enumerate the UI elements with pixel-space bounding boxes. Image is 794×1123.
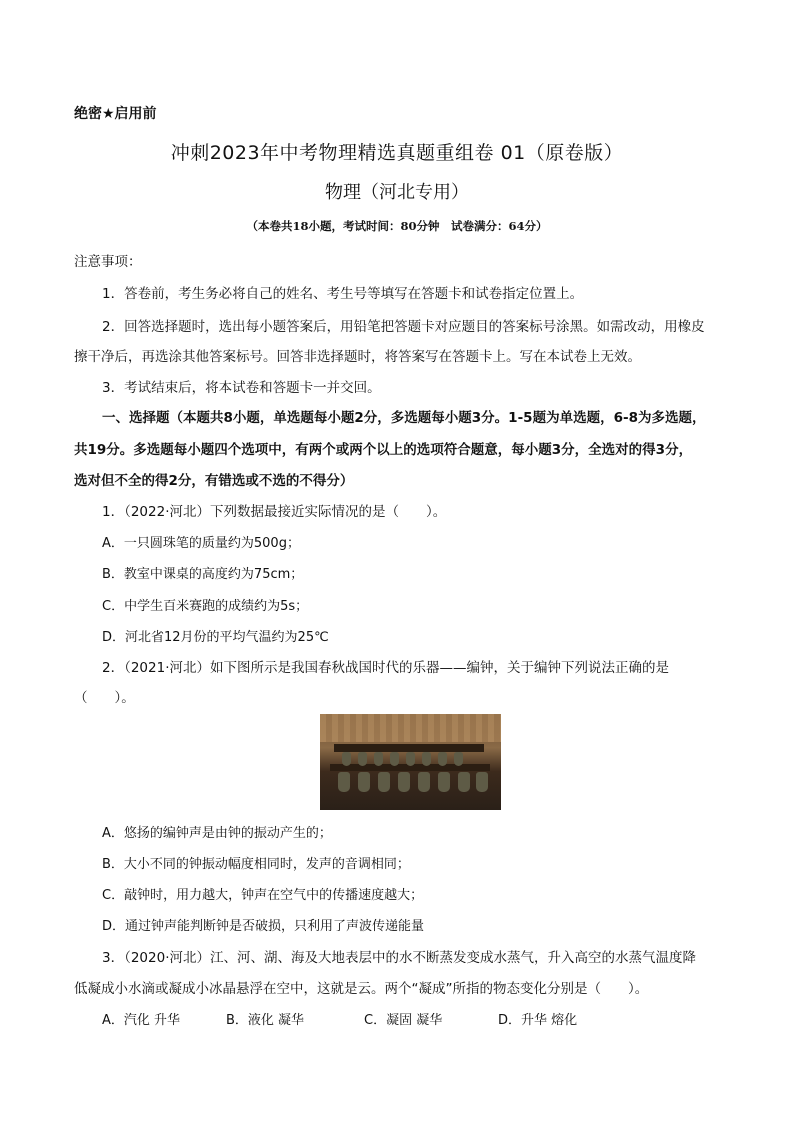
confidential-label: 绝密★启用前 — [74, 106, 157, 122]
question-1-option-d: D．河北省12月份的平均气温约为25℃ — [102, 630, 329, 645]
section-1-heading-line-2: 共19分。多选题每小题四个选项中，有两个或两个以上的选项符合题意，每小题3分，全选对的得3分， — [74, 442, 693, 458]
question-3-option-c: C．凝固 凝华 — [364, 1013, 443, 1028]
section-1-heading-line-1: 一、选择题（本题共8小题，单选题每小题2分，多选题每小题3分。1-5题为单选题，6-8为多选题， — [102, 410, 706, 426]
chime-bells-photo — [320, 714, 501, 810]
exam-subtitle: 物理（河北专用） — [325, 182, 469, 203]
notice-item-2-line-2: 擦干净后，再选涂其他答案标号。回答非选择题时，将答案写在答题卡上。写在本试卷上无效。 — [74, 349, 641, 365]
section-1-heading-line-3: 选对但不全的得2分，有错选或不选的不得分） — [74, 473, 354, 489]
question-2-stem-line-1: 2．（2021·河北）如下图所示是我国春秋战国时代的乐器——编钟，关于编钟下列说法正确的是 — [102, 660, 669, 676]
notice-item-2-line-1: 2．回答选择题时，选出每小题答案后，用铅笔把答题卡对应题目的答案标号涂黑。如需改动，用橡皮 — [102, 319, 705, 335]
question-2-option-a: A．悠扬的编钟声是由钟的振动产生的； — [102, 826, 332, 841]
question-1-option-a: A．一只圆珠笔的质量约为500g； — [102, 536, 300, 551]
question-3-option-b: B．液化 凝华 — [226, 1013, 305, 1028]
question-3-stem-line-1: 3．（2020·河北）江、河、湖、海及大地表层中的水不断蒸发变成水蒸气，升入高空的水蒸气温度降 — [102, 950, 696, 966]
notice-item-3: 3．考试结束后，将本试卷和答题卡一并交回。 — [102, 380, 381, 396]
question-1-stem: 1．（2022·河北）下列数据最接近实际情况的是（ ）。 — [102, 504, 447, 520]
question-2-stem-line-2: （ ）。 — [74, 690, 135, 706]
notice-heading: 注意事项： — [74, 254, 142, 270]
question-2-option-d: D．通过钟声能判断钟是否破损，只利用了声波传递能量 — [102, 919, 425, 934]
question-1-option-c: C．中学生百米赛跑的成绩约为5s； — [102, 599, 309, 614]
question-3-option-d: D．升华 熔化 — [498, 1013, 578, 1028]
exam-meta: （本卷共18小题，考试时间：80分钟 试卷满分：64分） — [246, 219, 548, 233]
question-2-option-c: C．敲钟时，用力越大，钟声在空气中的传播速度越大； — [102, 888, 424, 903]
question-1-option-b: B．教室中课桌的高度约为75cm； — [102, 567, 304, 582]
question-2-option-b: B．大小不同的钟振动幅度相同时，发声的音调相同； — [102, 857, 410, 872]
exam-title: 冲刺2023年中考物理精选真题重组卷 01（原卷版） — [170, 142, 624, 164]
question-3-stem-line-2: 低凝成小水滴或凝成小冰晶悬浮在空中，这就是云。两个“凝成”所指的物态变化分别是（ ）。 — [74, 981, 649, 997]
question-3-option-a: A．汽化 升华 — [102, 1013, 181, 1028]
notice-item-1: 1．答卷前，考生务必将自己的姓名、考生号等填写在答题卡和试卷指定位置上。 — [102, 286, 584, 302]
